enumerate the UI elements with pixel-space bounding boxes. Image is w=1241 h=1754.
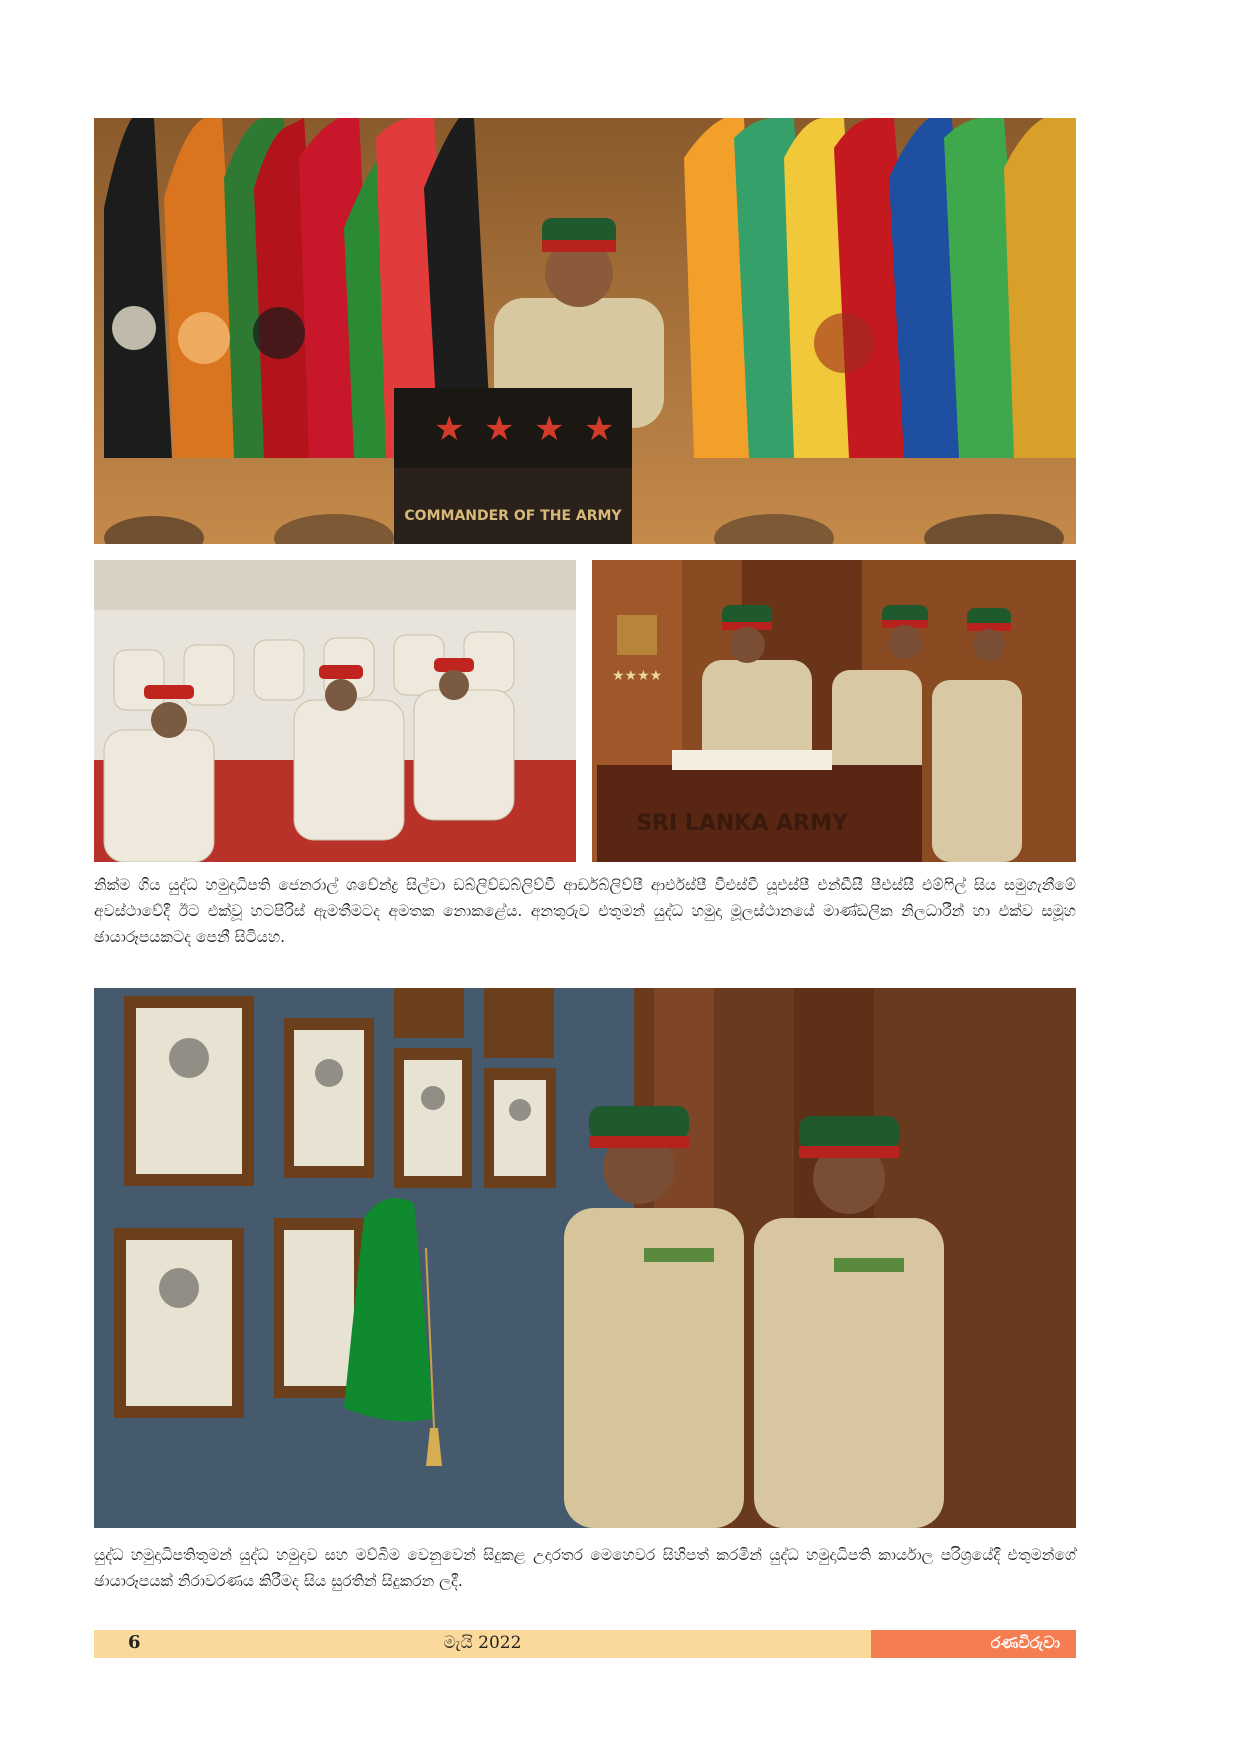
photo-portrait-unveiling xyxy=(94,988,1076,1528)
issue-date: මැයි 2022 xyxy=(443,1633,522,1653)
seated-officers-graphic xyxy=(94,560,576,862)
speech-photo-graphic xyxy=(94,118,1076,544)
photo-signing-book xyxy=(592,560,1076,862)
page-number: 6 xyxy=(128,1632,141,1653)
svg-text:★: ★ xyxy=(484,409,515,449)
podium-sign: COMMANDER OF THE ARMY xyxy=(404,508,622,524)
svg-text:★★★★: ★★★★ xyxy=(612,668,663,684)
photo-seated-officers xyxy=(94,560,576,862)
desk-sign: SRI LANKA ARMY xyxy=(636,811,848,836)
caption-second: යුද්ධ හමුදාධිපතිතුමන් යුද්ධ හමුදාව සහ මව්බිම වෙනුවෙන් සිදුකළ උදාරතර මෙහෙවර සිහිපත් කරමින් යුද්ධ හමුදාධිපති කාර්යාල පරිශ්‍රයේදී එතුමන්ගේ ඡායාරූපයක් නිරාවරණය කිරීමද සිය සුරතින් සිදුකරන ලදී. xyxy=(94,1546,1076,1590)
podium xyxy=(394,388,632,544)
caption-first: නික්ම ගිය යුද්ධ හමුදාධිපති ජෙනරාල් ශවේන්ද්‍ර සිල්වා ඩබ්ලිව්ඩබ්ලිව්වී ආර්ඩබ්ලිව්පී ආර්එස්පී වීඑස්වී යූඑස්පී එන්ඩීසී පීඑස්සී එම්ෆිල් සිය සමුගැනීමේ අවස්ථාවේදී ඊට එක්වූ හටපිරිස් ඇමතීමටද අමතක නොකළේය. අනතුරුව එතුමන් යුද්ධ හමුදා මූලස්ථානයේ මාණ්ඩලික නිලධාරීන් හා එක්ව සමූහ ඡායාරූපයකටද පෙනී සිටියහ. xyxy=(94,876,1076,946)
magazine-name: රණවිරුවා xyxy=(990,1633,1060,1652)
svg-text:★: ★ xyxy=(584,409,615,449)
svg-text:★: ★ xyxy=(434,409,465,449)
photo-commander-speech xyxy=(94,118,1076,544)
signing-book-graphic xyxy=(592,560,1076,862)
page-footer xyxy=(94,1630,1076,1658)
svg-text:★: ★ xyxy=(534,409,565,449)
portrait-unveiling-graphic xyxy=(94,988,1076,1528)
